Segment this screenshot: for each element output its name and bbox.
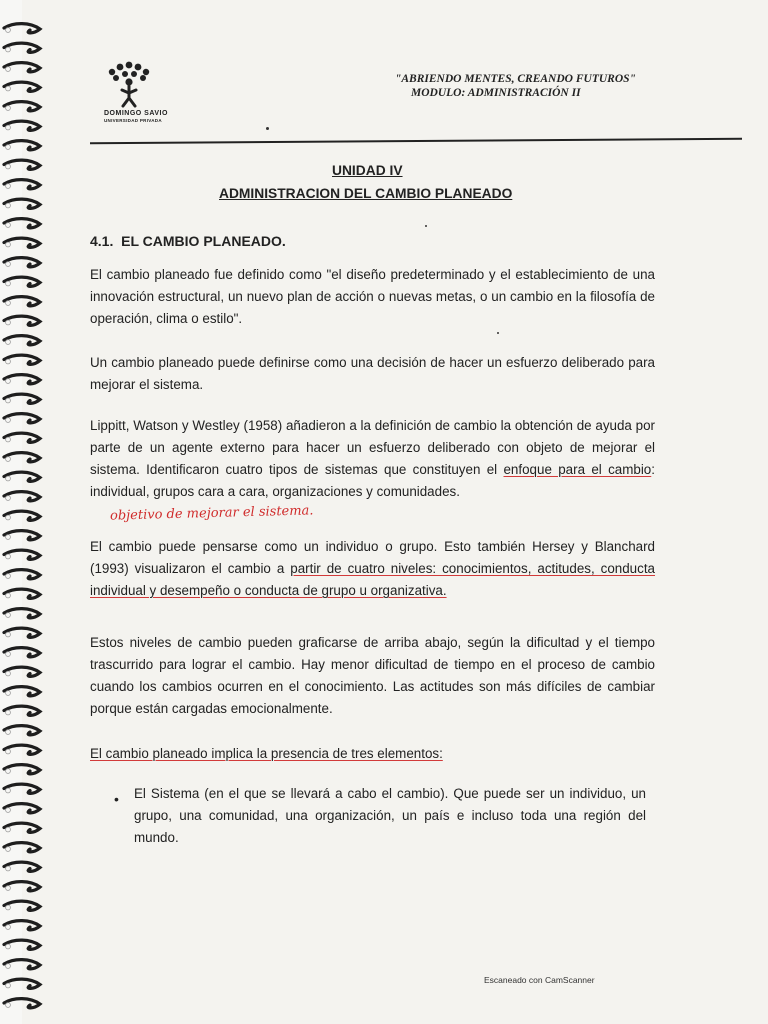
paragraph-3: Lippitt, Watson y Westley (1958) añadieron a la definición de cambio la obtención de ayuda por parte de un agente externo para hacer un esfuerzo deliberado con objeto de mejorar el sistema. Identificaron cuatro tipos de sistemas que constituyen el enfoque para el cambio: individual, grupos cara a cara, organizaciones y comunidades. <box>90 418 655 499</box>
scan-speck <box>266 127 269 130</box>
scan-speck <box>497 332 499 334</box>
logo-subtitle: UNIVERSIDAD PRIVADA <box>104 118 162 123</box>
bullet-icon: • <box>114 791 119 807</box>
paragraph-6 <box>90 743 443 765</box>
handwritten-note: objetivo de mejorar el sistema. <box>109 503 314 524</box>
bullet-item-1: El Sistema (en el que se llevará a cabo el cambio). Que puede ser un individuo, un grupo, una comunidad, una organización, un país e incluso toda una región del mundo. <box>134 786 646 845</box>
spiral-binding-icon <box>0 0 62 1024</box>
chapter-title: ADMINISTRACION DEL CAMBIO PLANEADO <box>219 186 513 201</box>
section-heading <box>90 230 286 252</box>
paragraph-5: Estos niveles de cambio pueden graficarse de arriba abajo, según la dificultad y el tiempo trascurrido para lograr el cambio. Hay menor dificultad de tiempo en el proceso de cambio cuando los cambios ocurren en el conocimiento. Las actitudes son más difíciles de cambiar porque están cargadas emocionalmente. <box>90 635 655 716</box>
section-number: 4.1. <box>90 233 114 249</box>
underlined-phrase: enfoque para el cambio <box>503 462 652 477</box>
logo-brand-name: DOMINGO SAVIO <box>104 110 168 117</box>
section-label: EL CAMBIO PLANEADO. <box>121 233 286 249</box>
paragraph-1: El cambio planeado fue definido como "el diseño predeterminado y el establecimiento de una innovación estructural, un nuevo plan de acción o nuevas metas, o un cambio en la filosofía de operación, clima o estilo". <box>90 267 655 326</box>
header-slogan <box>395 72 655 100</box>
underlined-phrase: partir de cuatro niveles: conocimientos, actitudes, conducta individual y desempeño o conducta de grupo u organizativa. <box>90 561 655 598</box>
underlined-sentence: El cambio planeado implica la presencia de tres elementos: <box>90 746 443 761</box>
slogan-line: "ABRIENDO MENTES, CREANDO FUTUROS" <box>395 73 636 85</box>
paragraph-2: Un cambio planeado puede definirse como una decisión de hacer un esfuerzo deliberado para mejorar el sistema. <box>90 355 655 392</box>
module-line: MODULO: ADMINISTRACIÓN II <box>411 87 581 99</box>
scanner-watermark: Escaneado con CamScanner <box>484 975 595 985</box>
unit-title: UNIDAD IV <box>332 163 403 178</box>
scan-speck <box>425 225 427 227</box>
paragraph-4: El cambio puede pensarse como un individuo o grupo. Esto también Hersey y Blanchard (1993) visualizaron el cambio a partir de cuatro niveles: conocimientos, actitudes, conducta individual y desempeño o conducta de grupo u organizativa. <box>90 539 655 598</box>
header-divider <box>90 138 742 145</box>
